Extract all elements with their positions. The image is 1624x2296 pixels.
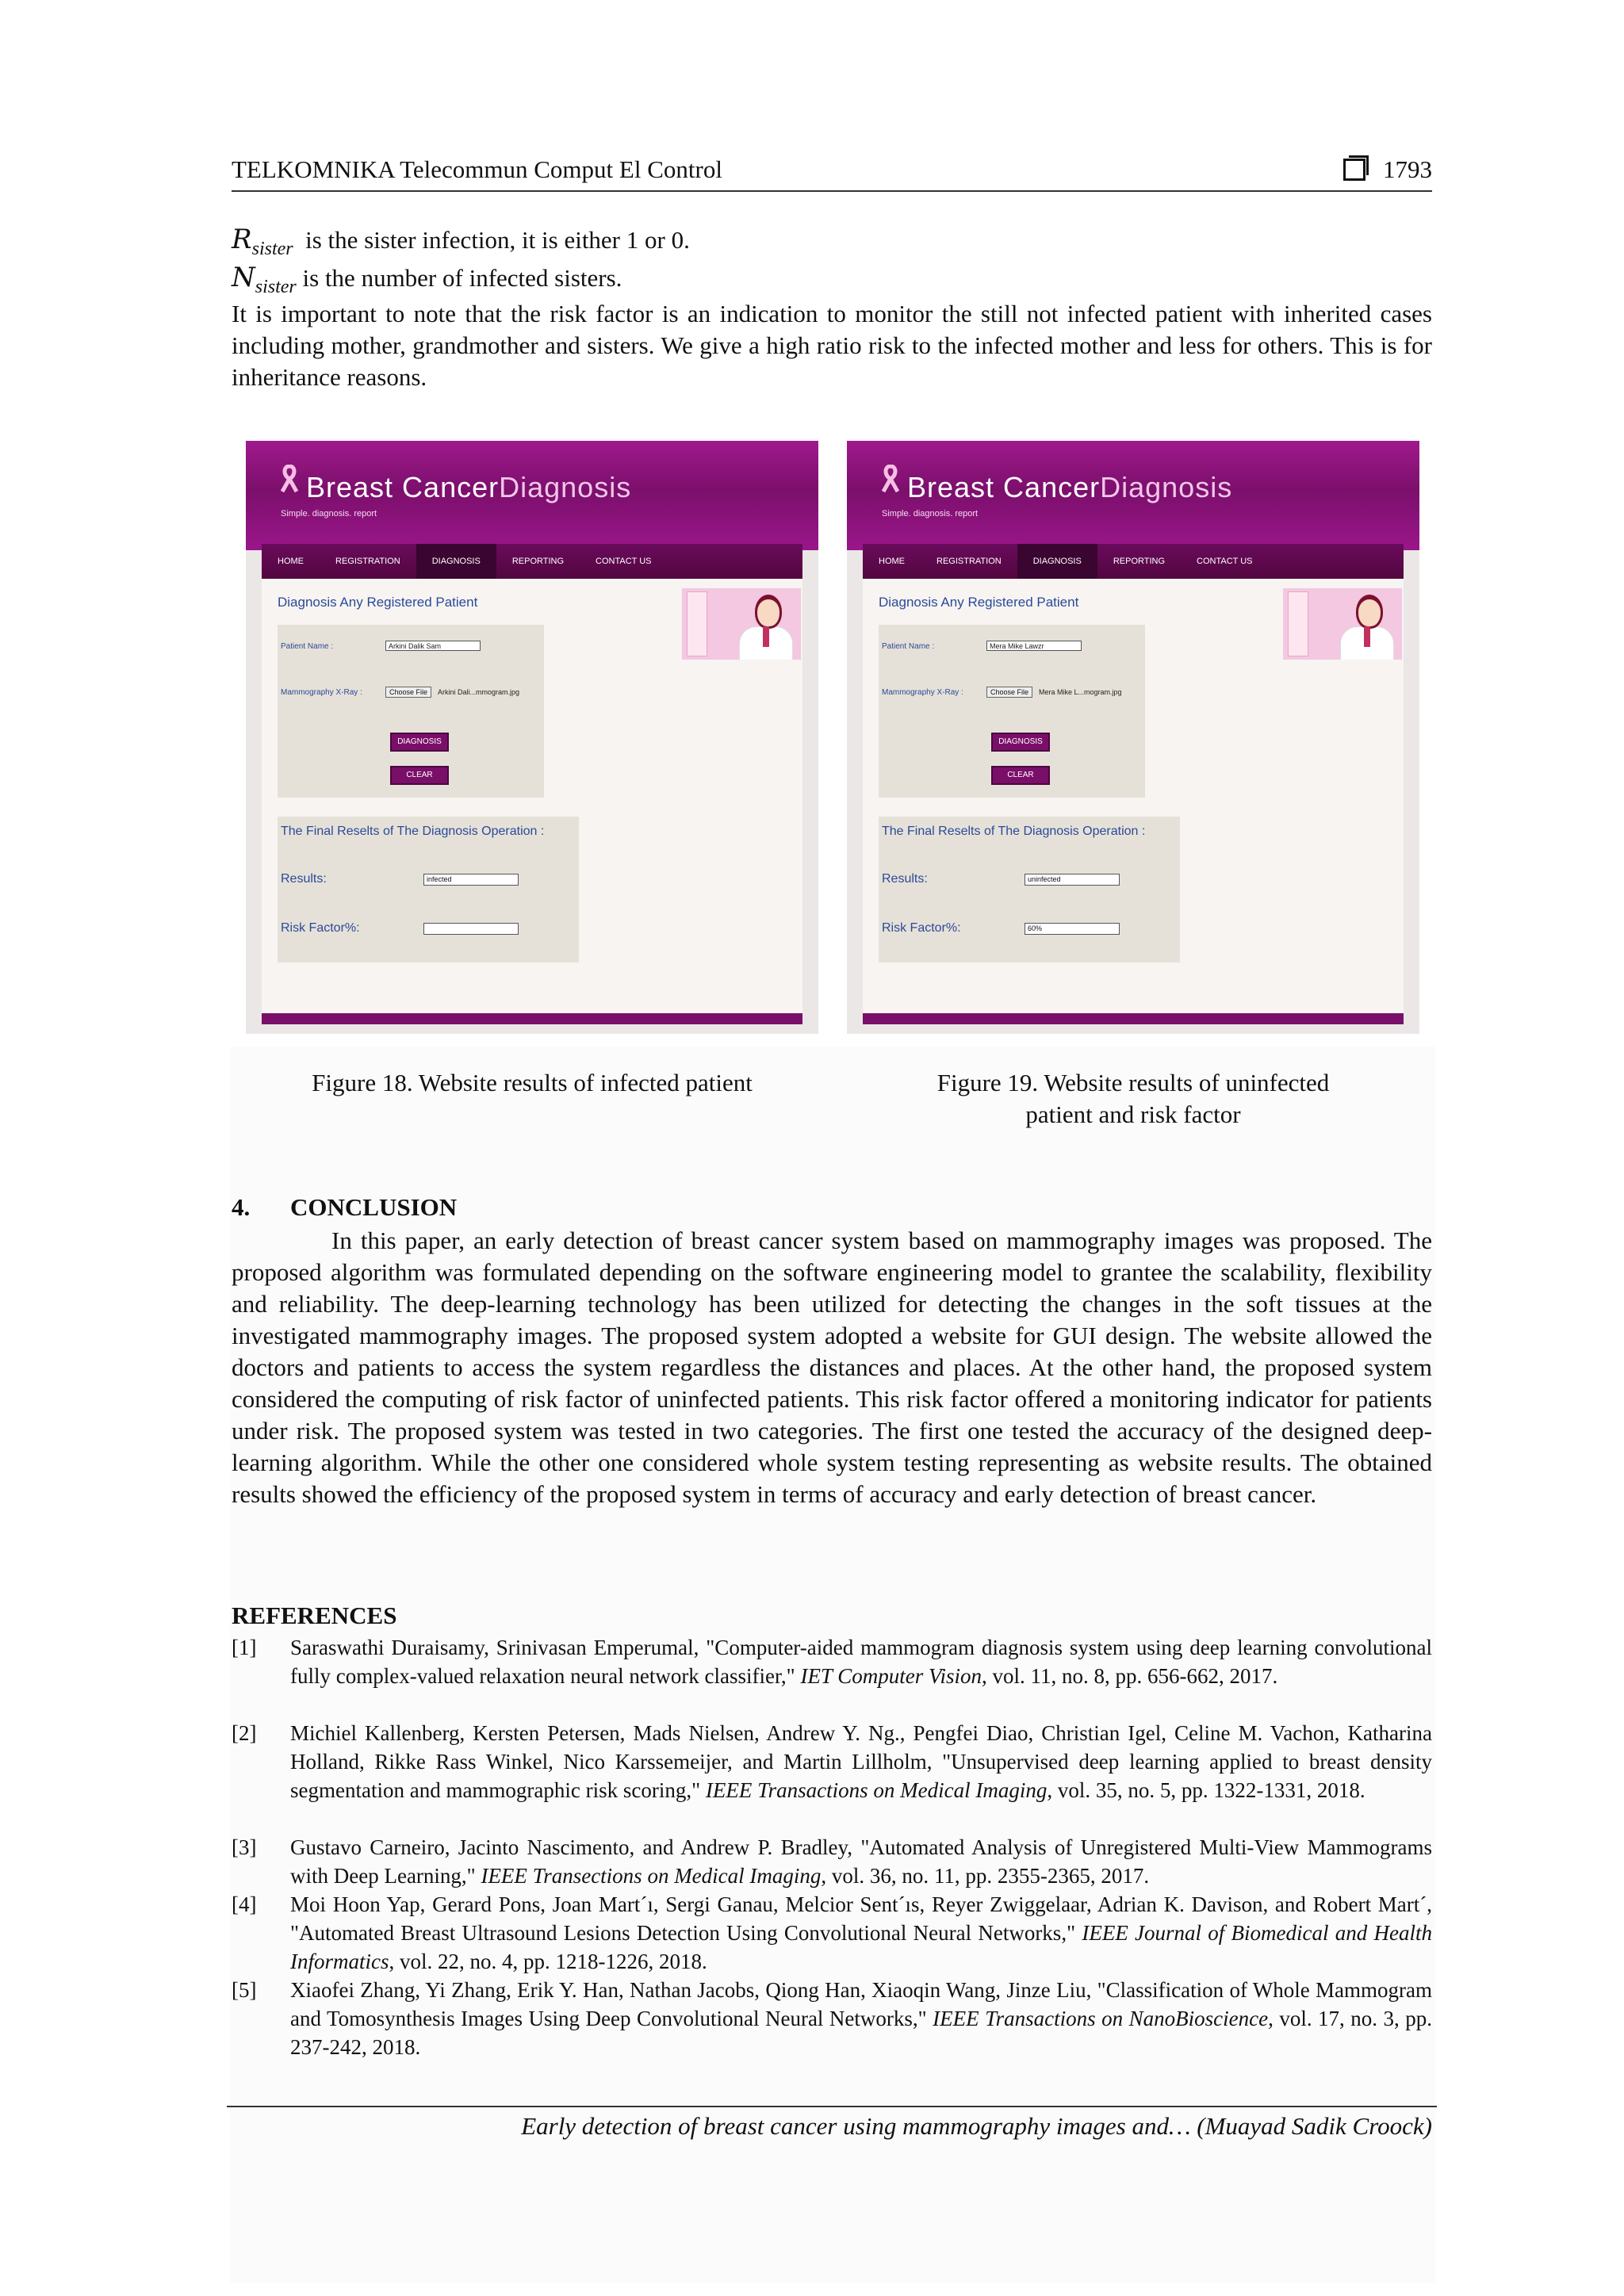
diagnosis-section-title: Diagnosis Any Registered Patient xyxy=(278,595,478,610)
reference-item xyxy=(232,1719,1432,1804)
nav-home[interactable]: HOME xyxy=(278,557,304,566)
references-heading: REFERENCES xyxy=(232,1601,397,1629)
nav-reporting[interactable]: REPORTING xyxy=(1113,557,1166,566)
diagnosis-button[interactable]: DIAGNOSIS xyxy=(991,733,1050,752)
nav-registration[interactable]: REGISTRATION xyxy=(335,557,400,566)
reference-number: [4] xyxy=(232,1892,257,1916)
doctor-illustration xyxy=(1283,588,1402,660)
figure-18-screenshot xyxy=(246,441,818,1034)
xray-label: Mammography X-Ray : xyxy=(281,688,362,697)
reference-journal: IET Computer Vision xyxy=(800,1664,982,1688)
site-title-part1: Breast Cancer xyxy=(306,471,500,503)
reference-text: Gustavo Carneiro, Jacinto Nascimento, and Andrew P. Bradley, "Automated Analysis of Unregistered Multi-View Mammograms with Deep Learning," IEEE Transections on Medical Imaging, vol. 36, no. 11, pp. 2355-2365, 2017. xyxy=(290,1835,1432,1888)
site-tagline: Simple. diagnosis. report xyxy=(281,509,377,519)
variable-definition-n-sister xyxy=(232,262,622,298)
section-number: 4. xyxy=(232,1193,251,1221)
site-tagline: Simple. diagnosis. report xyxy=(882,509,979,519)
pink-ribbon-icon xyxy=(880,465,901,493)
site-nav xyxy=(262,544,802,579)
selected-file-name: Mera Mike L...mogram.jpg xyxy=(1039,688,1122,696)
results-label: Results: xyxy=(281,872,327,886)
nav-contact-us[interactable]: CONTACT US xyxy=(1197,557,1253,566)
site-footer xyxy=(262,1013,802,1024)
reference-number: [1] xyxy=(232,1636,257,1659)
running-footer: Early detection of breast cancer using mammography images and… (Muayad Sadik Croock) xyxy=(521,2112,1432,2140)
site-footer xyxy=(863,1013,1404,1024)
clear-button[interactable]: CLEAR xyxy=(991,766,1050,785)
results-field[interactable]: uninfected xyxy=(1025,874,1120,886)
site-title xyxy=(907,471,1232,504)
doctor-illustration xyxy=(682,588,801,660)
risk-factor-field[interactable] xyxy=(423,923,519,935)
variable-symbol: R xyxy=(232,224,252,255)
nav-diagnosis[interactable]: DIAGNOSIS xyxy=(1017,544,1097,579)
site-nav xyxy=(863,544,1404,579)
variable-text: is the number of infected sisters. xyxy=(302,264,622,292)
pink-ribbon-icon xyxy=(279,465,300,493)
reference-number: [2] xyxy=(232,1721,257,1745)
variable-text: is the sister infection, it is either 1 or 0. xyxy=(305,226,690,254)
section-title: CONCLUSION xyxy=(290,1193,458,1221)
figure-19-screenshot xyxy=(847,441,1419,1034)
reference-item xyxy=(232,1833,1432,1890)
nav-registration[interactable]: REGISTRATION xyxy=(936,557,1002,566)
reference-number: [5] xyxy=(232,1978,257,2002)
site-title-part2: Diagnosis xyxy=(1100,471,1233,503)
reference-text: Michiel Kallenberg, Kersten Petersen, Mads Nielsen, Andrew Y. Ng., Pengfei Diao, Christian Igel, Celine M. Vachon, Katharina Holland, Rikke Rass Winkel, Nico Karssemeijer, and Martin Lillholm, "Unsupervised deep learning applied to breast density segmentation and mammographic risk scoring," IEEE Transactions on Medical Imaging, vol. 35, no. 5, pp. 1322-1331, 2018. xyxy=(290,1721,1432,1802)
patient-name-label: Patient Name : xyxy=(882,642,935,651)
results-label: Results: xyxy=(882,872,928,886)
reference-text: Xiaofei Zhang, Yi Zhang, Erik Y. Han, Nathan Jacobs, Qiong Han, Xiaoqin Wang, Jinze Liu, "Classification of Whole Mammogram and Tomosynthesis Images Using Deep Convolutional Neural Networks," IEEE Transactions on NanoBioscience, vol. 17, no. 3, pp. 237-242, 2018. xyxy=(290,1978,1433,2059)
diagnosis-button[interactable]: DIAGNOSIS xyxy=(390,733,449,752)
reference-text: Saraswathi Duraisamy, Srinivasan Emperumal, "Computer-aided mammogram diagnosis system using deep learning convolutional fully complex-valued relaxation neural network classifier," IET Computer Vision, vol. 11, no. 8, pp. 656-662, 2017. xyxy=(290,1636,1432,1688)
nav-reporting[interactable]: REPORTING xyxy=(511,557,565,566)
clear-button[interactable]: CLEAR xyxy=(390,766,449,785)
reference-journal: IEEE Transections on Medical Imaging xyxy=(481,1864,822,1888)
selected-file-name: Arkini Dali...mmogram.jpg xyxy=(438,688,520,696)
diagnosis-section-title: Diagnosis Any Registered Patient xyxy=(879,595,1079,610)
page-box-icon xyxy=(1343,159,1365,181)
variable-subscript: sister xyxy=(251,239,293,259)
risk-factor-field[interactable]: 60% xyxy=(1025,923,1120,935)
site-title xyxy=(306,471,631,504)
patient-name-input[interactable]: Arkini Dalik Sam xyxy=(385,641,481,651)
site-title-part2: Diagnosis xyxy=(499,471,632,503)
page-number: 1793 xyxy=(1383,155,1432,183)
results-title: The Final Reselts of The Diagnosis Operation : xyxy=(882,825,1146,838)
page-number-group xyxy=(1343,155,1432,184)
patient-name-input[interactable]: Mera Mike Lawzr xyxy=(986,641,1082,651)
variable-definition-r-sister xyxy=(232,224,690,260)
xray-label: Mammography X-Ray : xyxy=(882,688,963,697)
footer-rule xyxy=(227,2106,1437,2107)
figure-19-caption xyxy=(847,1067,1419,1131)
risk-factor-label: Risk Factor%: xyxy=(281,921,360,935)
reference-journal: IEEE Transactions on Medical Imaging xyxy=(705,1778,1048,1802)
reference-text: Moi Hoon Yap, Gerard Pons, Joan Mart´ı, Sergi Ganau, Melcior Sent´ıs, Reyer Zwiggelaar, Adrian K. Davison, and Robert Mart´, "Automated Breast Ultrasound Lesions Detection Using Convolutional Neural Networks," IEEE Journal of Biomedical and Health Informatics, vol. 22, no. 4, pp. 1218-1226, 2018. xyxy=(290,1892,1432,1973)
variable-symbol: N xyxy=(232,262,255,293)
risk-factor-label: Risk Factor%: xyxy=(882,921,961,935)
variable-subscript: sister xyxy=(255,277,297,297)
nav-home[interactable]: HOME xyxy=(879,557,905,566)
choose-file-button[interactable]: Choose File xyxy=(986,687,1032,698)
reference-number: [3] xyxy=(232,1835,257,1859)
nav-diagnosis[interactable]: DIAGNOSIS xyxy=(416,544,496,579)
reference-item xyxy=(232,1633,1432,1690)
conclusion-paragraph: In this paper, an early detection of breast cancer system based on mammography images was proposed. The proposed algorithm was formulated depending on the software engineering model to grantee the scalability, flexibility and reliability. The deep-learning technology has been utilized for detecting the changes in the soft tissues at the investigated mammography images. The proposed system adopted a website for GUI design. The website allowed the doctors and patients to access the system regardless the distances and places. At the other hand, the proposed system considered the computing of risk factor of uninfected patients. This risk factor offered a monitoring indicator for patients under risk. The proposed system was tested in two categories. The first one tested the accuracy of the designed deep-learning algorithm. While the other one considered whole system testing representing as website results. The obtained results showed the efficiency of the proposed system in terms of accuracy and early detection of breast cancer. xyxy=(232,1226,1432,1508)
intro-paragraph: It is important to note that the risk factor is an indication to monitor the still not infected patient with inherited cases including mother, grandmother and sisters. We give a high ratio risk to the infected mother and less for others. This is for inheritance reasons. xyxy=(232,300,1432,391)
site-content xyxy=(262,579,802,1013)
site-content xyxy=(863,579,1404,1013)
nav-contact-us[interactable]: CONTACT US xyxy=(596,557,652,566)
figure-19-caption-line1: Figure 19. Website results of uninfected xyxy=(936,1069,1330,1096)
results-title: The Final Reselts of The Diagnosis Operation : xyxy=(281,825,545,838)
reference-item xyxy=(232,1890,1432,1976)
reference-journal: IEEE Journal of Biomedical and Health Informatics xyxy=(290,1921,1432,1973)
section-heading xyxy=(232,1193,457,1222)
choose-file-button[interactable]: Choose File xyxy=(385,687,431,698)
results-field[interactable]: infected xyxy=(423,874,519,886)
figure-18-caption: Figure 18. Website results of infected patient xyxy=(312,1069,753,1096)
running-header xyxy=(232,152,1432,192)
reference-item xyxy=(232,1976,1432,2061)
figure-19-caption-line2: patient and risk factor xyxy=(1025,1100,1241,1128)
journal-name: TELKOMNIKA Telecommun Comput El Control xyxy=(232,155,722,183)
reference-journal: IEEE Transactions on NanoBioscience xyxy=(933,2007,1269,2030)
site-title-part1: Breast Cancer xyxy=(907,471,1101,503)
patient-name-label: Patient Name : xyxy=(281,642,334,651)
